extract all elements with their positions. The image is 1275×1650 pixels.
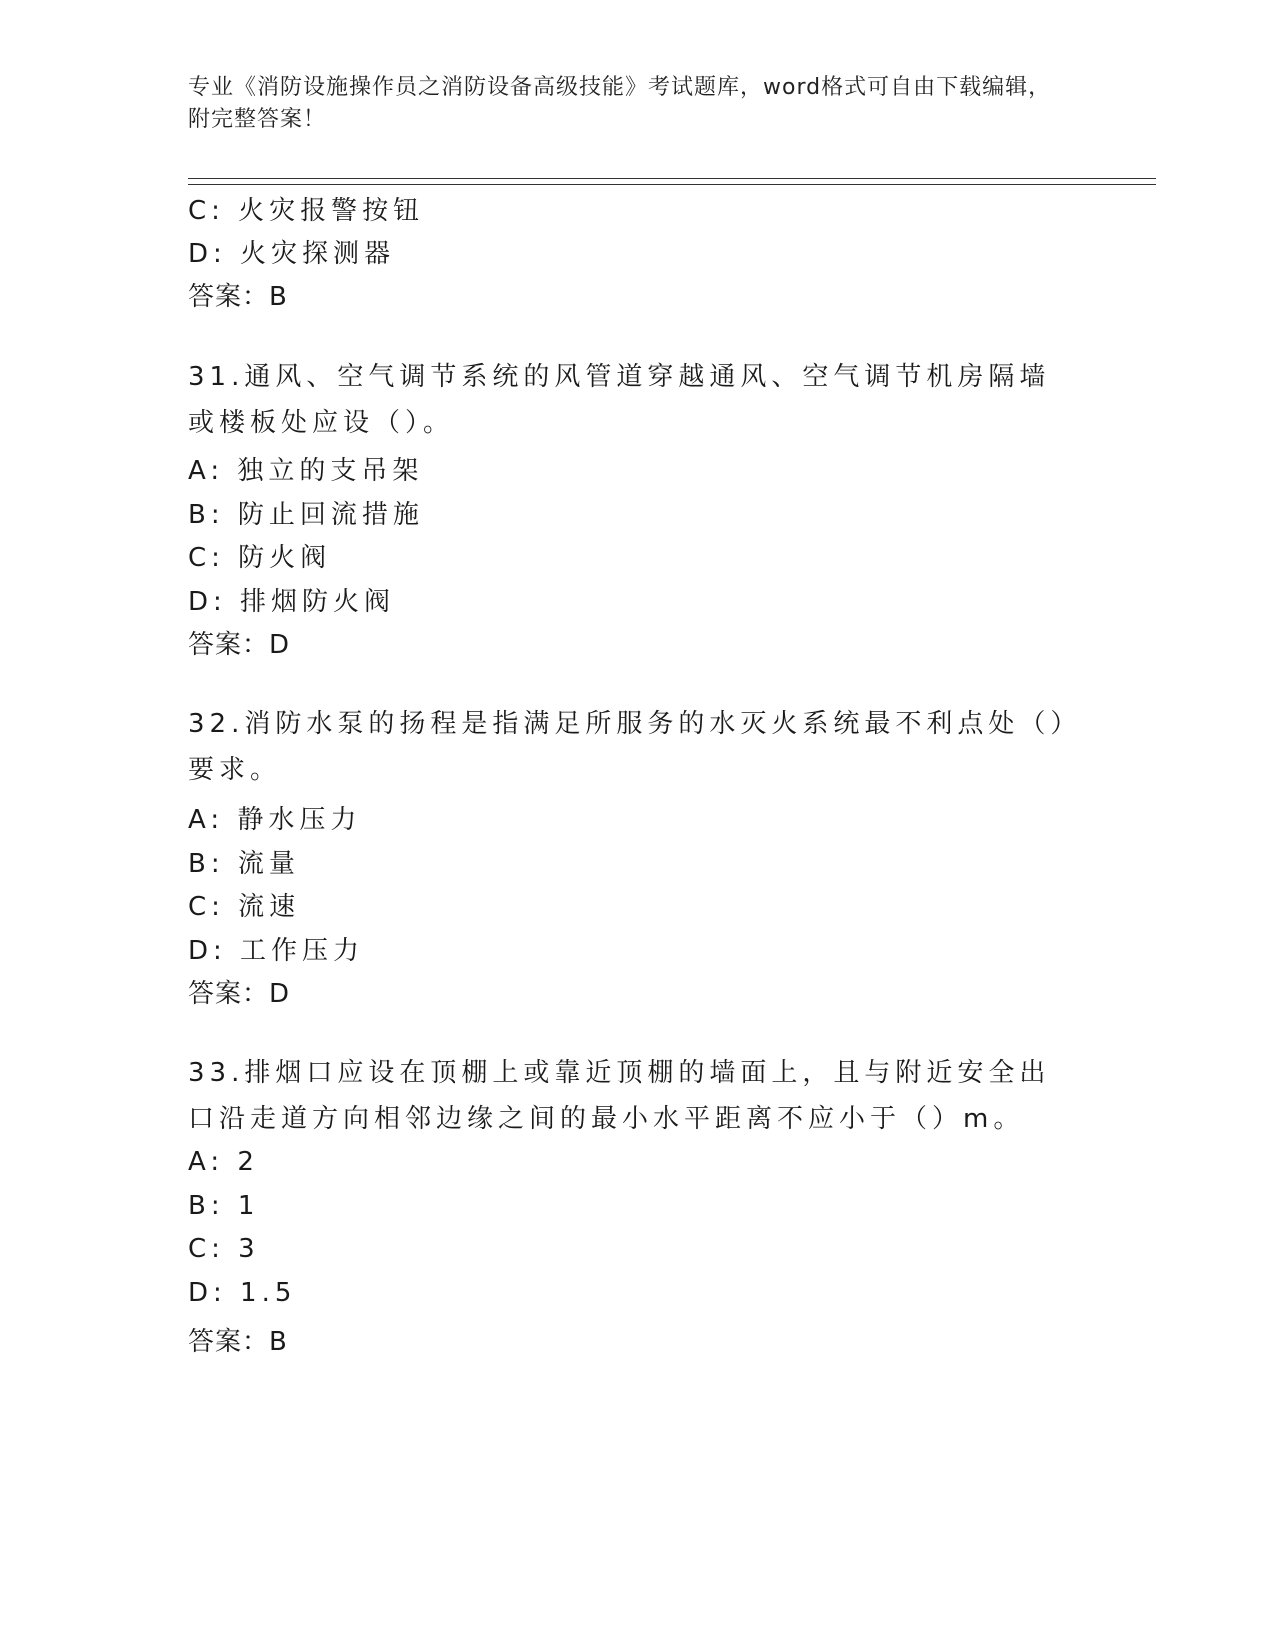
header-divider-bottom <box>188 184 1156 185</box>
question-31-option-b: B: 防止回流措施 <box>188 500 424 530</box>
question-32-option-d: D: 工作压力 <box>188 936 365 966</box>
question-33-option-a: A: 2 <box>188 1147 259 1177</box>
question-31-option-c: C: 防火阀 <box>188 543 332 573</box>
question-31-option-a: A: 独立的支吊架 <box>188 456 424 486</box>
question-31-answer: 答案：D <box>188 630 291 660</box>
question-33-option-d: D: 1.5 <box>188 1278 297 1308</box>
question-32-option-a: A: 静水压力 <box>188 805 362 835</box>
question-33-option-b: B: 1 <box>188 1191 260 1221</box>
question-32-option-c: C: 流速 <box>188 892 301 922</box>
page-header: 专业《消防设施操作员之消防设备高级技能》考试题库，word格式可自由下载编辑，附完整答案！ <box>188 75 1052 132</box>
question-31-option-d: D: 排烟防火阀 <box>188 587 396 617</box>
continued-option-d: D: 火灾探测器 <box>188 239 396 269</box>
question-32-text: 32.消防水泵的扬程是指满足所服务的水灭火系统最不利点处（）要求。 <box>188 709 1069 785</box>
header-divider-top <box>188 178 1156 179</box>
question-33-option-c: C: 3 <box>188 1234 260 1264</box>
question-31-text: 31.通风、空气调节系统的风管道穿越通风、空气调节机房隔墙或楼板处应设（）。 <box>188 362 1051 438</box>
question-33-answer: 答案：B <box>188 1327 288 1357</box>
question-33-text: 33.排烟口应设在顶棚上或靠近顶棚的墙面上，且与附近安全出口沿走道方向相邻边缘之间的最小水平距离不应小于（）m。 <box>188 1058 1051 1134</box>
question-32-answer: 答案：D <box>188 979 291 1009</box>
question-32-option-b: B: 流量 <box>188 849 300 879</box>
continued-option-c: C: 火灾报警按钮 <box>188 196 425 226</box>
continued-answer: 答案：B <box>188 282 288 312</box>
